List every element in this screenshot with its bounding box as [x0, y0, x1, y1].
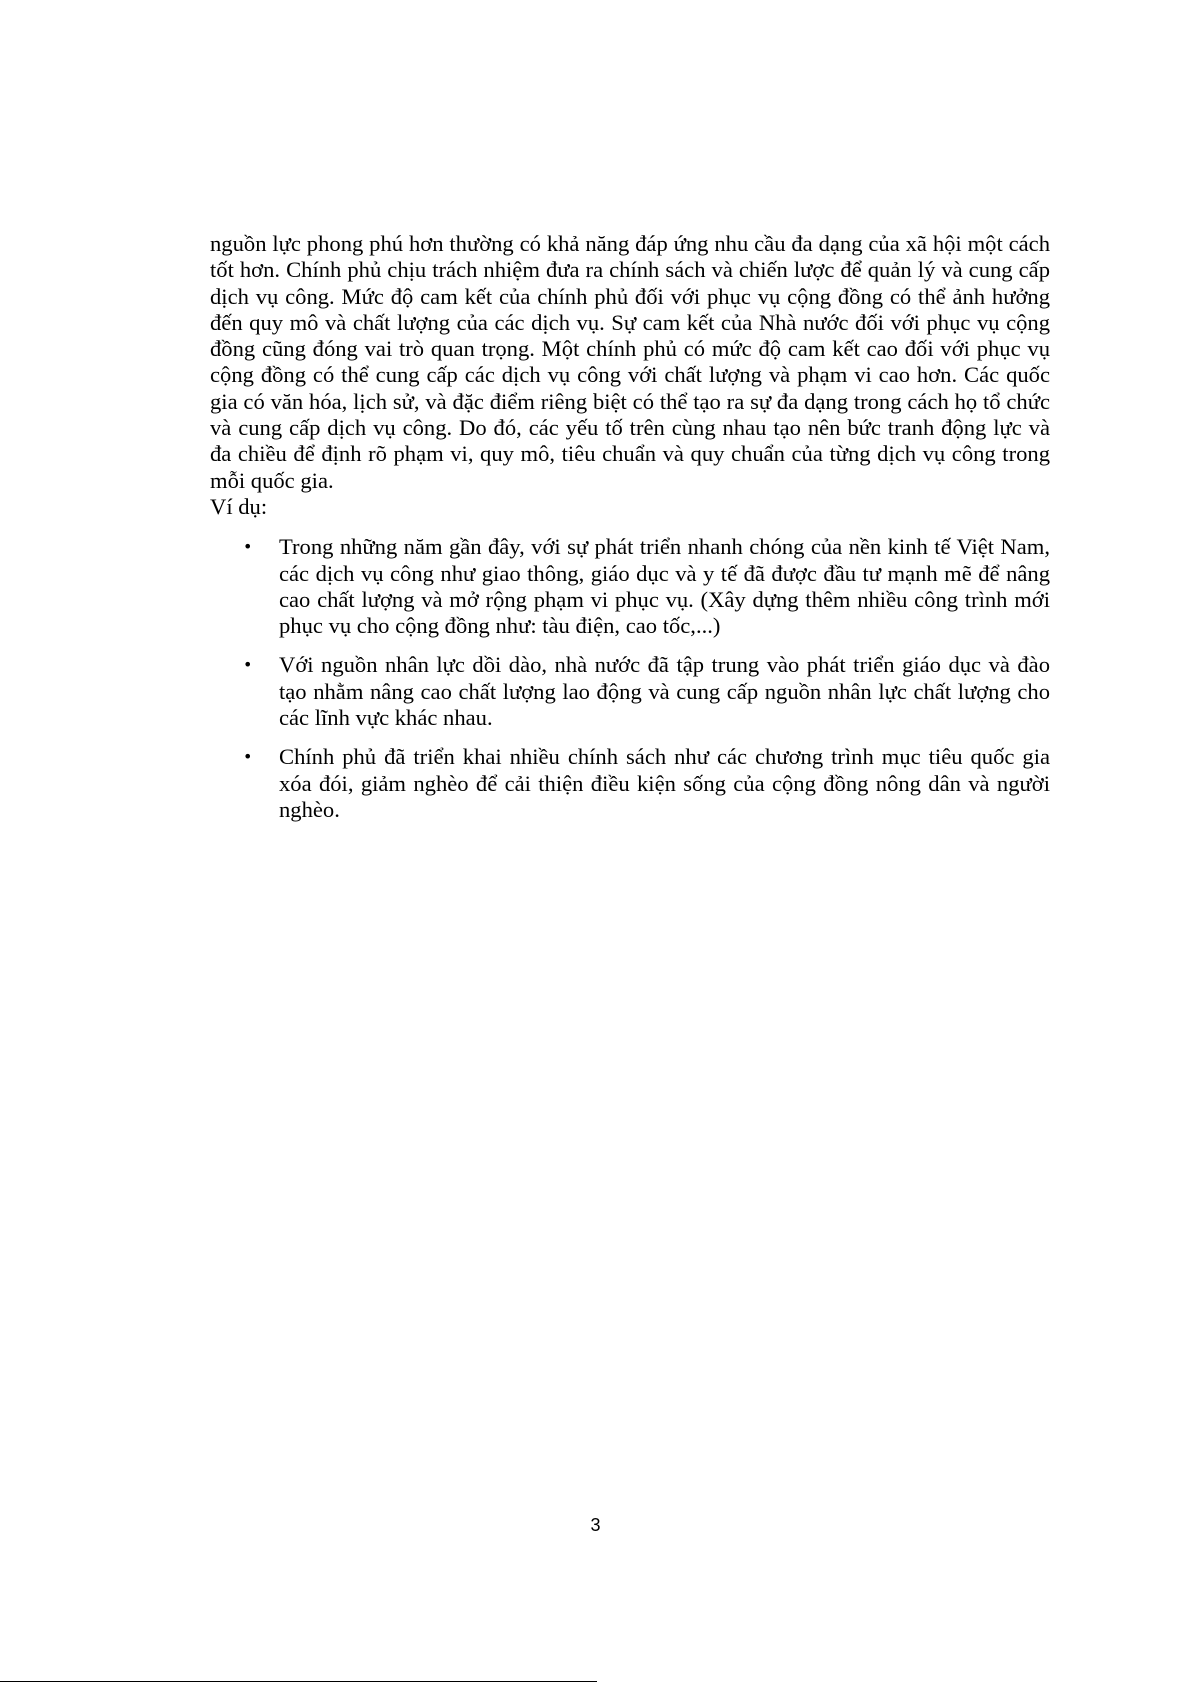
bullet-dot-icon: •	[243, 655, 253, 675]
example-bullet-list	[210, 534, 1050, 823]
bullet-text: Trong những năm gần đây, với sự phát triển nhanh chóng của nền kinh tế Việt Nam, các dịch vụ công như giao thông, giáo dục và y tế đã được đầu tư mạnh mẽ để nâng cao chất lượng và mở rộng phạm vi phục vụ. (Xây dựng thêm nhiều công trình mới phục vụ cho cộng đồng như: tàu điện, cao tốc,...)	[279, 534, 1050, 639]
page-number: 3	[590, 1515, 601, 1535]
body-text	[210, 231, 1050, 836]
bullet-dot-icon: •	[243, 747, 253, 767]
main-paragraph: nguồn lực phong phú hơn thường có khả năng đáp ứng nhu cầu đa dạng của xã hội một cách tốt hơn. Chính phủ chịu trách nhiệm đưa ra chính sách và chiến lược để quản lý và cung cấp dịch vụ công. Mức độ cam kết của chính phủ đối với phục vụ cộng đồng có thể ảnh hưởng đến quy mô và chất lượng của các dịch vụ. Sự cam kết của Nhà nước đối với phục vụ cộng đồng cũng đóng vai trò quan trọng. Một chính phủ có mức độ cam kết cao đối với phục vụ cộng đồng có thể cung cấp các dịch vụ công với chất lượng và phạm vi cao hơn. Các quốc gia có văn hóa, lịch sử, và đặc điểm riêng biệt có thể tạo ra sự đa dạng trong cách họ tổ chức và cung cấp dịch vụ công. Do đó, các yếu tố trên cùng nhau tạo nên bức tranh động lực và đa chiều để định rõ phạm vi, quy mô, tiêu chuẩn và quy chuẩn của từng dịch vụ công trong mỗi quốc gia.	[210, 231, 1050, 493]
bullet-item	[210, 652, 1050, 731]
footnote-divider	[0, 1681, 597, 1682]
bullet-dot-icon: •	[243, 537, 253, 557]
bullet-text: Với nguồn nhân lực dồi dào, nhà nước đã tập trung vào phát triển giáo dục và đào tạo nhằm nâng cao chất lượng lao động và cung cấp nguồn nhân lực chất lượng cho các lĩnh vực khác nhau.	[279, 652, 1050, 731]
bullet-item	[210, 534, 1050, 639]
bullet-text: Chính phủ đã triển khai nhiều chính sách như các chương trình mục tiêu quốc gia xóa đói, giảm nghèo để cải thiện điều kiện sống của cộng đồng nông dân và người nghèo.	[279, 744, 1050, 822]
bullet-item	[210, 744, 1050, 823]
example-label: Ví dụ:	[210, 493, 268, 519]
